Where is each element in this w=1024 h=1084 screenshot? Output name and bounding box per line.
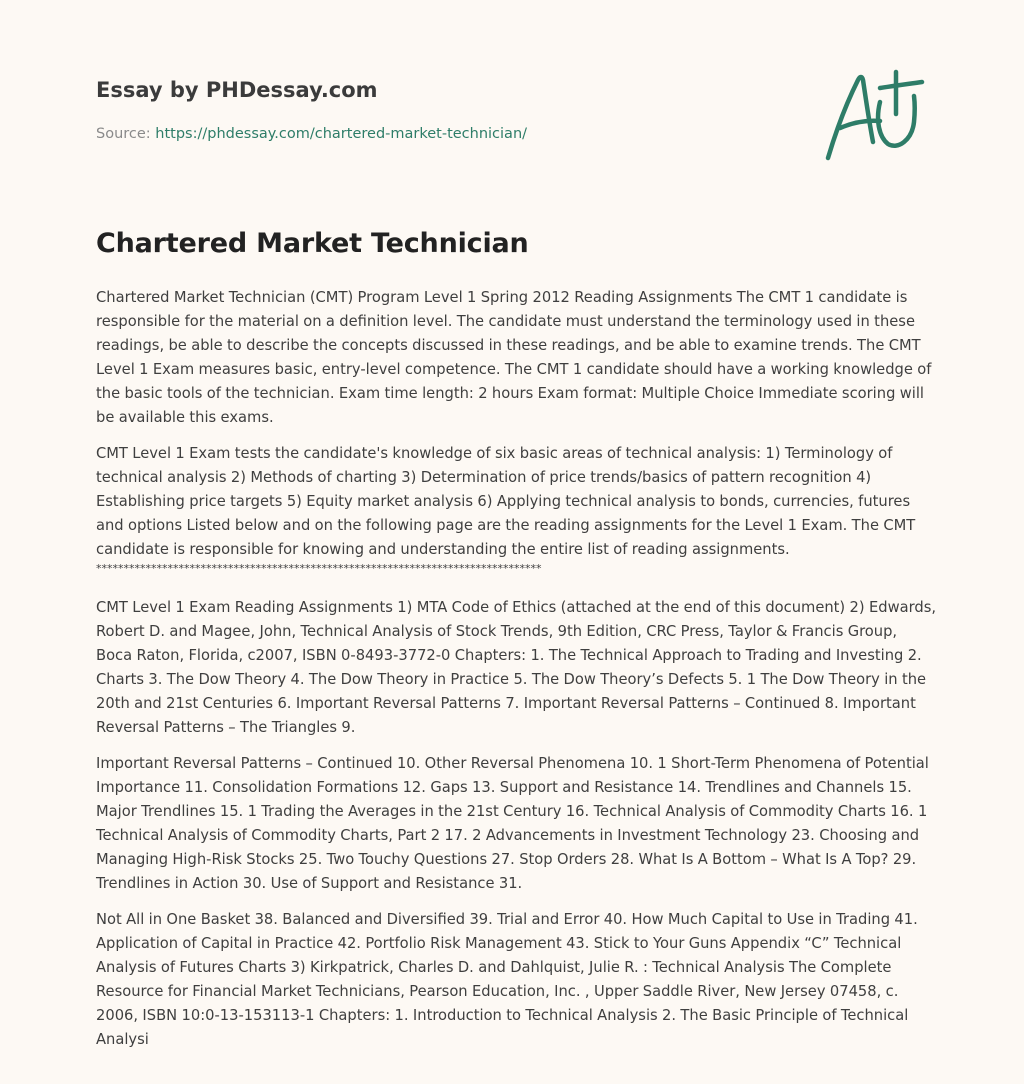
source-line — [96, 124, 796, 144]
source-label: Source: — [96, 126, 151, 142]
essay-paragraph-5: Not All in One Basket 38. Balanced and Diversified 39. Trial and Error 40. How Much Capital to Use in Trading 41. Application of Capital in Practice 42. Portfolio Risk Management 43. Stick to Your Guns Appendix “C” Technical Analysis of Futures Charts 3) Kirkpatrick, Charles D. and Dahlquist, Julie R. : Technical Analysis The Complete Resource for Financial Market Technicians, Pearson Education, Inc. , Upper Saddle River, New Jersey 07458, c. 2006, ISBN 10:0-13-153113-1 Chapters: 1. Introduction to Technical Analysis 2. The Basic Principle of Technical Analysi — [96, 911, 918, 1048]
essay-body — [96, 286, 936, 1052]
essay-main — [96, 226, 936, 1064]
essay-paragraph-2-text: CMT Level 1 Exam tests the candidate's knowledge of six basic areas of technical analysis: 1) Terminology of technical analysis 2) Methods of charting 3) Determination of price trends/basics of pattern recognition 4) Establishing price targets 5) Equity market analysis 6) Applying technical analysis to bonds, currencies, futures and options Listed below and on the following page are the reading assignments for the Level 1 Exam. The CMT candidate is responsible for knowing and understanding the entire list of reading assignments. — [96, 445, 916, 558]
a-plus-logo-icon — [818, 66, 930, 166]
essay-paragraph-3: CMT Level 1 Exam Reading Assignments 1) MTA Code of Ethics (attached at the end of this document) 2) Edwards, Robert D. and Magee, John, Technical Analysis of Stock Trends, 9th Edition, CRC Press, Taylor & Francis Group, Boca Raton, Florida, c2007, ISBN 0-8493-3772-0 Chapters: 1. The Technical Approach to Trading and Investing 2. Charts 3. The Dow Theory 4. The Dow Theory in Practice 5. The Dow Theory’s Defects 5. 1 The Dow Theory in the 20th and 21st Centuries 6. Important Reversal Patterns 7. Important Reversal Patterns – Continued 8. Important Reversal Patterns – The Triangles 9. — [96, 599, 937, 736]
site-title: Essay by PHDessay.com — [96, 78, 378, 102]
separator-stars: ********************************************************************************* — [96, 562, 542, 575]
a-plus-logo — [818, 66, 930, 166]
essay-paragraph-1: Chartered Market Technician (CMT) Program Level 1 Spring 2012 Reading Assignments The CMT 1 candidate is responsible for the material on a definition level. The candidate must understand the terminology used in these readings, be able to describe the concepts discussed in these readings, and be able to examine trends. The CMT Level 1 Exam measures basic, entry-level competence. The CMT 1 candidate should have a working knowledge of the basic tools of the technician. Exam time length: 2 hours Exam format: Multiple Choice Immediate scoring will be available this exams. — [96, 289, 932, 426]
source-link[interactable]: https://phdessay.com/chartered-market-technician/ — [155, 126, 528, 142]
essay-paragraph-2 — [96, 442, 936, 576]
essay-title: Chartered Market Technician — [96, 228, 529, 259]
site-header — [96, 76, 796, 144]
essay-paragraph-4: Important Reversal Patterns – Continued 10. Other Reversal Phenomena 10. 1 Short-Term Phenomena of Potential Importance 11. Consolidation Formations 12. Gaps 13. Support and Resistance 14. Trendlines and Channels 15. Major Trendlines 15. 1 Trading the Averages in the 21st Century 16. Technical Analysis of Commodity Charts 16. 1 Technical Analysis of Commodity Charts, Part 2 17. 2 Advancements in Investment Technology 23. Choosing and Managing High-Risk Stocks 25. Two Touchy Questions 27. Stop Orders 28. What Is A Bottom – What Is A Top? 29. Trendlines in Action 30. Use of Support and Resistance 31. — [96, 755, 929, 892]
